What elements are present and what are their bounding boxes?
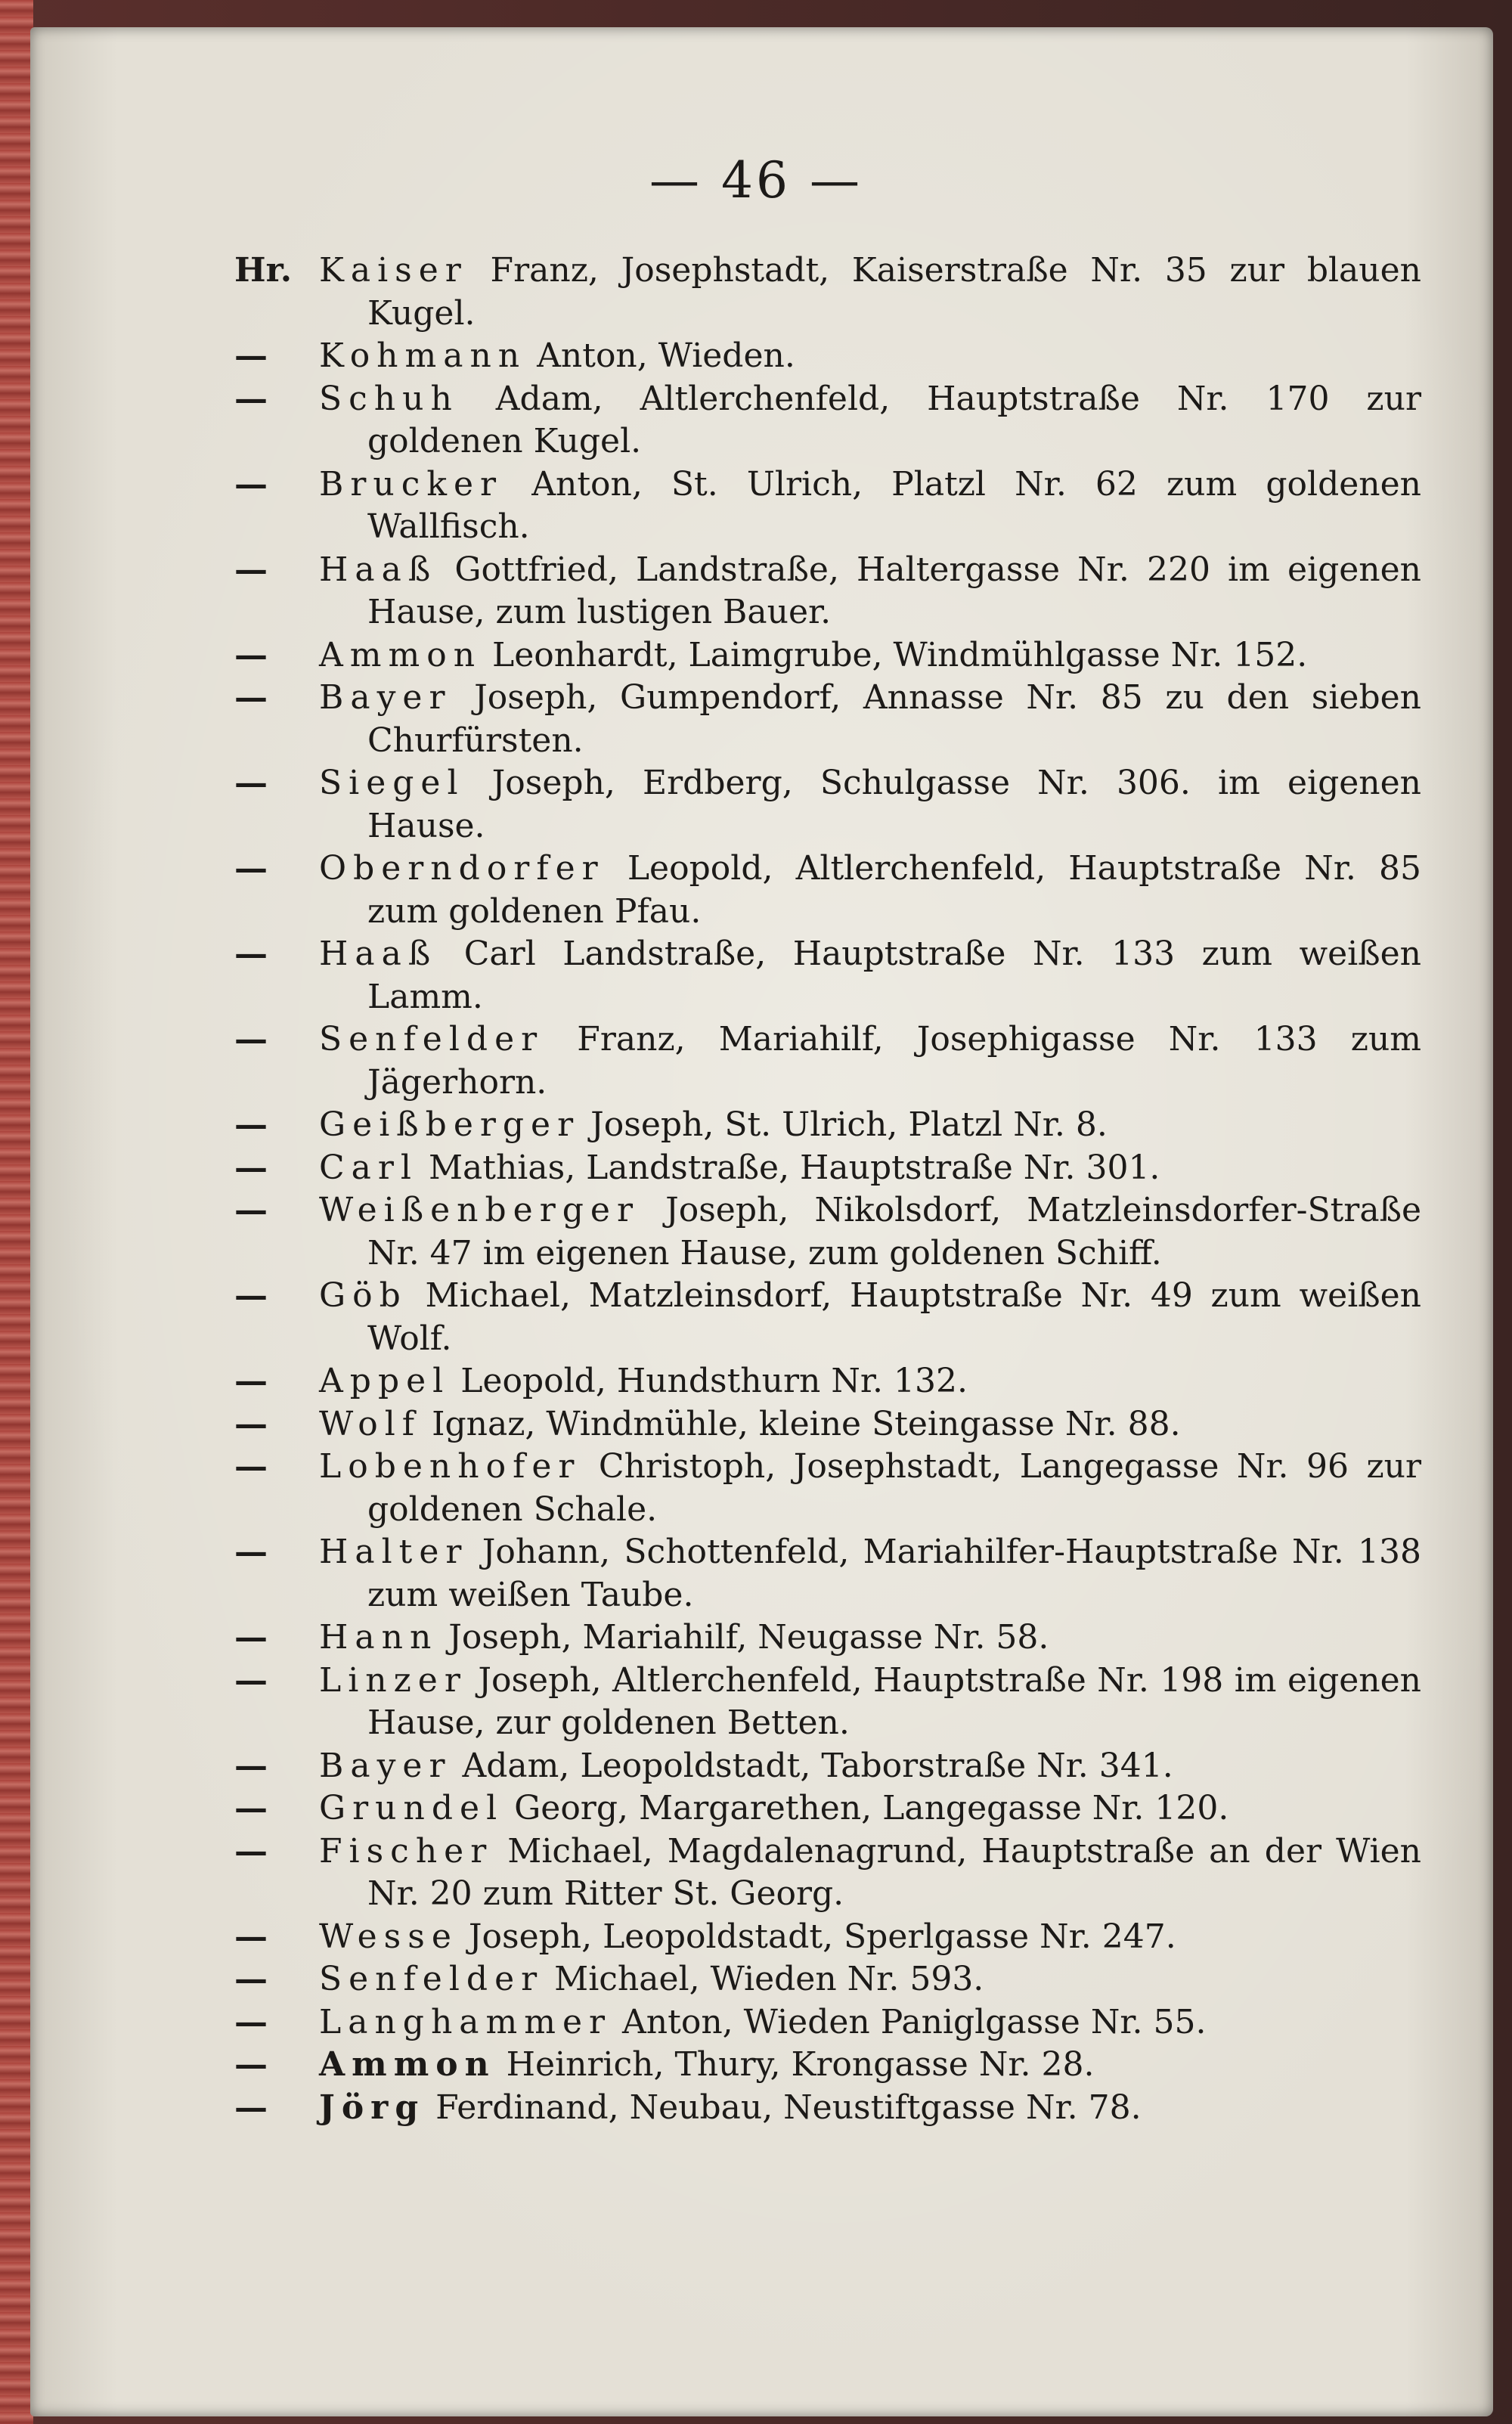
list-item	[234, 463, 1421, 549]
entry-prefix: —	[234, 1020, 268, 1059]
entry-prefix: —	[234, 379, 268, 418]
entry-details: Anton, Wieden.	[526, 336, 795, 375]
entry-details: Georg, Margarethen, Langegasse Nr. 120.	[503, 1789, 1229, 1827]
entry-details: Carl Landstraße, Hauptstraße Nr. 133 zum weißen Lamm.	[367, 935, 1421, 1016]
entry-prefix: —	[234, 2045, 268, 2084]
entry-details: Adam, Altlerchenfeld, Hauptstraße Nr. 170 zur goldenen Kugel.	[367, 379, 1421, 460]
entry-details: Anton, Wieden Paniglgasse Nr. 55.	[612, 2002, 1207, 2041]
list-item	[234, 1617, 1421, 1660]
list-item	[234, 1018, 1421, 1104]
entry-details: Joseph, St. Ulrich, Platzl Nr. 8.	[580, 1105, 1108, 1144]
entry-prefix: —	[234, 935, 268, 973]
list-item	[234, 677, 1421, 762]
entry-prefix: —	[234, 1960, 268, 1998]
entry-details: Michael, Magdalenagrund, Hauptstraße an der Wien Nr. 20 zum Ritter St. Georg.	[367, 1831, 1421, 1913]
entry-prefix: Hr.	[234, 251, 293, 290]
entry-prefix: —	[234, 2002, 268, 2041]
entry-prefix: —	[234, 1191, 268, 1229]
entry-details: Leopold, Altlerchenfeld, Hauptstraße Nr. 85 zum goldenen Pfau.	[367, 849, 1421, 931]
entry-details: Michael, Matzleinsdorf, Hauptstraße Nr. 49 zum weißen Wolf.	[367, 1276, 1421, 1358]
list-item	[234, 933, 1421, 1018]
list-item	[234, 1147, 1421, 1190]
entry-details: Heinrich, Thury, Krongasse Nr. 28.	[495, 2045, 1095, 2084]
entry-details: Adam, Leopoldstadt, Taborstraße Nr. 341.	[451, 1746, 1173, 1785]
entry-details: Joseph, Leopoldstadt, Sperlgasse Nr. 247.	[457, 1917, 1176, 1956]
entry-details: Joseph, Mariahilf, Neugasse Nr. 58.	[438, 1618, 1049, 1657]
list-item	[234, 1189, 1421, 1275]
list-item	[234, 1531, 1421, 1617]
entry-prefix: —	[234, 1276, 268, 1315]
list-item	[234, 1446, 1421, 1531]
list-item	[234, 1787, 1421, 1830]
entry-surname: Kaiser	[319, 251, 468, 290]
entry-details: Joseph, Nikolsdorf, Matzleinsdorfer-Straße Nr. 47 im eigenen Hause, zum goldenen Schiff.	[367, 1191, 1421, 1272]
list-item	[234, 1745, 1421, 1788]
entry-details: Joseph, Gumpendorf, Annasse Nr. 85 zu den sieben Churfürsten.	[367, 678, 1421, 760]
list-item	[234, 1660, 1421, 1745]
entry-prefix: —	[234, 550, 268, 589]
entry-details: Mathias, Landstraße, Hauptstraße Nr. 301.	[418, 1148, 1160, 1187]
entry-prefix: —	[234, 2088, 268, 2127]
list-item	[234, 1830, 1421, 1916]
list-item	[234, 378, 1421, 463]
entry-surname: Fischer	[319, 1831, 494, 1871]
directory-list	[234, 250, 1421, 2129]
list-item	[234, 549, 1421, 634]
list-item	[234, 1275, 1421, 1360]
entry-details: Leonhardt, Laimgrube, Windmühlgasse Nr. 152.	[482, 635, 1308, 674]
entry-prefix: —	[234, 336, 268, 375]
entry-surname: Wesse	[319, 1917, 458, 1956]
entry-surname: Senfelder	[319, 1020, 544, 1059]
entry-surname: Kohmann	[319, 336, 527, 375]
entry-prefix: —	[234, 1148, 268, 1187]
entry-prefix: —	[234, 1618, 268, 1657]
entry-surname: Wolf	[319, 1404, 422, 1443]
entry-details: Michael, Wieden Nr. 593.	[544, 1960, 984, 1998]
entry-prefix: —	[234, 1917, 268, 1956]
entry-surname: Geißberger	[319, 1105, 581, 1144]
page-number: — 46 —	[649, 151, 863, 209]
entry-surname: Langhammer	[319, 2002, 612, 2041]
entry-surname: Halter	[319, 1533, 469, 1571]
entry-surname: Bayer	[319, 1746, 452, 1785]
entry-details: Franz, Mariahilf, Josephigasse Nr. 133 zum Jägerhorn.	[367, 1020, 1421, 1102]
list-item	[234, 1916, 1421, 1959]
list-item	[234, 1360, 1421, 1403]
entry-details: Joseph, Altlerchenfeld, Hauptstraße Nr. 198 im eigenen Hause, zur goldenen Betten.	[367, 1660, 1421, 1742]
entry-details: Gottfried, Landstraße, Haltergasse Nr. 220 im eigenen Hause, zum lustigen Bauer.	[367, 550, 1421, 631]
entry-details: Leopold, Hundsthurn Nr. 132.	[450, 1362, 968, 1400]
entry-surname: Brucker	[319, 464, 503, 504]
entry-surname: Bayer	[319, 678, 452, 717]
entry-prefix: —	[234, 1660, 268, 1700]
list-item	[234, 335, 1421, 378]
entry-prefix: —	[234, 1105, 268, 1144]
entry-details: Franz, Josephstadt, Kaiserstraße Nr. 35 zur blauen Kugel.	[367, 251, 1421, 333]
list-item	[234, 1104, 1421, 1147]
list-item	[234, 2001, 1421, 2044]
entry-prefix: —	[234, 1789, 268, 1827]
entry-surname: Grundel	[319, 1789, 504, 1827]
entry-surname: Schuh	[319, 379, 459, 418]
list-item	[234, 848, 1421, 933]
entry-prefix: —	[234, 1831, 268, 1871]
entry-surname: Oberndorfer	[319, 849, 605, 888]
entry-surname: Carl	[319, 1148, 419, 1187]
list-item	[234, 1958, 1421, 2001]
entry-surname: Haaß	[319, 935, 438, 973]
list-item	[234, 2044, 1421, 2087]
entry-details: Johann, Schottenfeld, Mariahilfer-Hauptstraße Nr. 138 zum weißen Taube.	[367, 1533, 1421, 1614]
entry-surname: Weißenberger	[319, 1191, 640, 1229]
entry-prefix: —	[234, 635, 268, 674]
entry-prefix: —	[234, 764, 268, 802]
list-item	[234, 2087, 1421, 2130]
entry-prefix: —	[234, 1746, 268, 1785]
entry-surname: Senfelder	[319, 1960, 544, 1998]
entry-surname: Siegel	[319, 764, 465, 802]
entry-details: Joseph, Erdberg, Schulgasse Nr. 306. im eigenen Hause.	[367, 764, 1421, 845]
entry-surname: Appel	[319, 1362, 451, 1400]
entry-surname: Ammon	[319, 635, 482, 674]
entry-surname: Hann	[319, 1618, 438, 1657]
entry-prefix: —	[234, 849, 268, 888]
entry-surname: Lobenhofer	[319, 1447, 581, 1486]
list-item	[234, 634, 1421, 677]
entry-prefix: —	[234, 464, 268, 504]
list-item	[234, 1403, 1421, 1446]
entry-surname: Linzer	[319, 1660, 467, 1700]
entry-details: Anton, St. Ulrich, Platzl Nr. 62 zum goldenen Wallfisch.	[367, 464, 1421, 546]
entry-details: Christoph, Josephstadt, Langegasse Nr. 96 zur goldenen Schale.	[367, 1447, 1421, 1529]
list-item	[234, 762, 1421, 848]
entry-prefix: —	[234, 1404, 268, 1443]
entry-prefix: —	[234, 1533, 268, 1571]
list-item	[234, 250, 1421, 335]
entry-prefix: —	[234, 1447, 268, 1486]
entry-surname: Jörg	[319, 2088, 426, 2127]
page-edge	[0, 0, 33, 2424]
entry-surname: Ammon	[319, 2045, 496, 2084]
entry-details: Ignaz, Windmühle, kleine Steingasse Nr. 88.	[421, 1404, 1181, 1443]
entry-surname: Göb	[319, 1276, 407, 1315]
entry-surname: Haaß	[319, 550, 438, 589]
entry-prefix: —	[234, 678, 268, 717]
entry-details: Ferdinand, Neubau, Neustiftgasse Nr. 78.	[425, 2088, 1142, 2127]
entry-prefix: —	[234, 1362, 268, 1400]
